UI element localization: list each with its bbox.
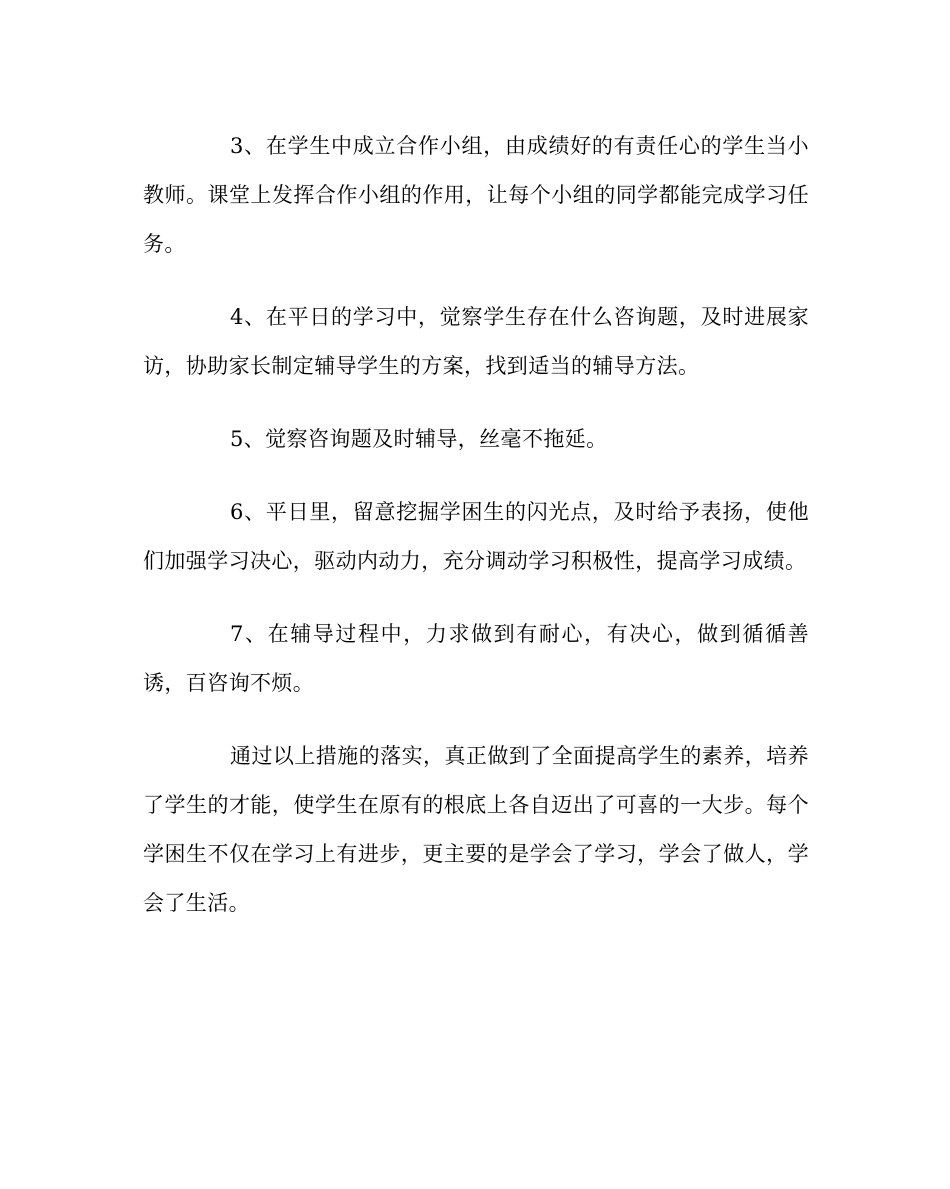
paragraph-4: 4、在平日的学习中，觉察学生存在什么咨询题，及时进展家访，协助家长制定辅导学生的方案，找到适当的辅导方法。 xyxy=(143,305,809,378)
paragraph-7: 7、在辅导过程中，力求做到有耐心，有决心，做到循循善诱，百咨询不烦。 xyxy=(143,622,809,695)
document-body xyxy=(143,122,809,928)
paragraph-summary: 通过以上措施的落实，真正做到了全面提高学生的素养，培养了学生的才能，使学生在原有的根底上各自迈出了可喜的一大步。每个学困生不仅在学习上有进步，更主要的是学会了学习，学会了做人，学会了生活。 xyxy=(143,744,809,915)
paragraph-3: 3、在学生中成立合作小组，由成绩好的有责任心的学生当小教师。课堂上发挥合作小组的作用，让每个小组的同学都能完成学习任务。 xyxy=(143,134,809,256)
paragraph-5: 5、觉察咨询题及时辅导，丝毫不拖延。 xyxy=(230,427,608,451)
paragraph-6: 6、平日里，留意挖掘学困生的闪光点，及时给予表扬，使他们加强学习决心，驱动内动力，充分调动学习积极性，提高学习成绩。 xyxy=(143,500,809,573)
